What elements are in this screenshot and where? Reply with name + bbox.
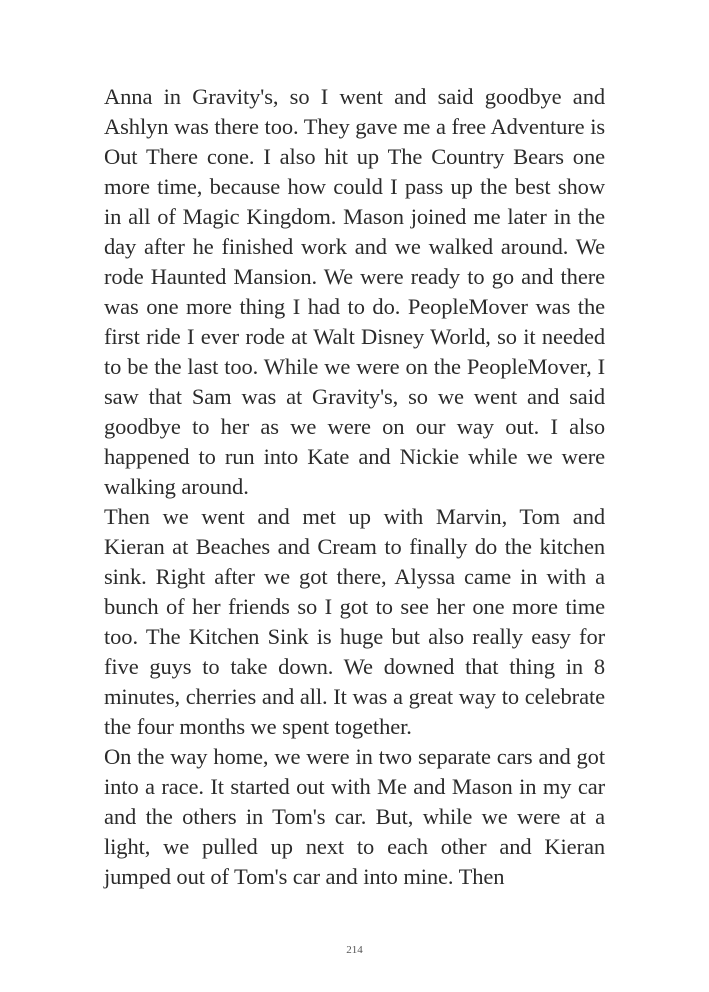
paragraph-2: Then we went and met up with Marvin, Tom and Kieran at Beaches and Cream to finally do the kitchen sink. Right after we got there, Alyssa came in with a bunch of her friends so I got to see her one more time too. The Kitchen Sink is huge but also really easy for five guys to take down. We downed that thing in 8 minutes, cherries and all. It was a great way to celebrate the four months we spent together.	[104, 504, 605, 739]
paragraph-3: On the way home, we were in two separate cars and got into a race. It started out with Me and Mason in my car and the others in Tom's car. But, while we were at a light, we pulled up next to each other and Kieran jumped out of Tom's car and into mine. Then	[104, 744, 605, 889]
body-text	[104, 82, 605, 892]
page-number: 214	[346, 944, 363, 956]
paragraph-1: Anna in Gravity's, so I went and said goodbye and Ashlyn was there too. They gave me a free Adventure is Out There cone. I also hit up The Country Bears one more time, because how could I pass up the best show in all of Magic Kingdom. Mason joined me later in the day after he finished work and we walked around. We rode Haunted Mansion. We were ready to go and there was one more thing I had to do. PeopleMover was the first ride I ever rode at Walt Disney World, so it needed to be the last too. While we were on the PeopleMover, I saw that Sam was at Gravity's, so we went and said goodbye to her as we were on our way out. I also happened to run into Kate and Nickie while we were walking around.	[104, 84, 605, 499]
